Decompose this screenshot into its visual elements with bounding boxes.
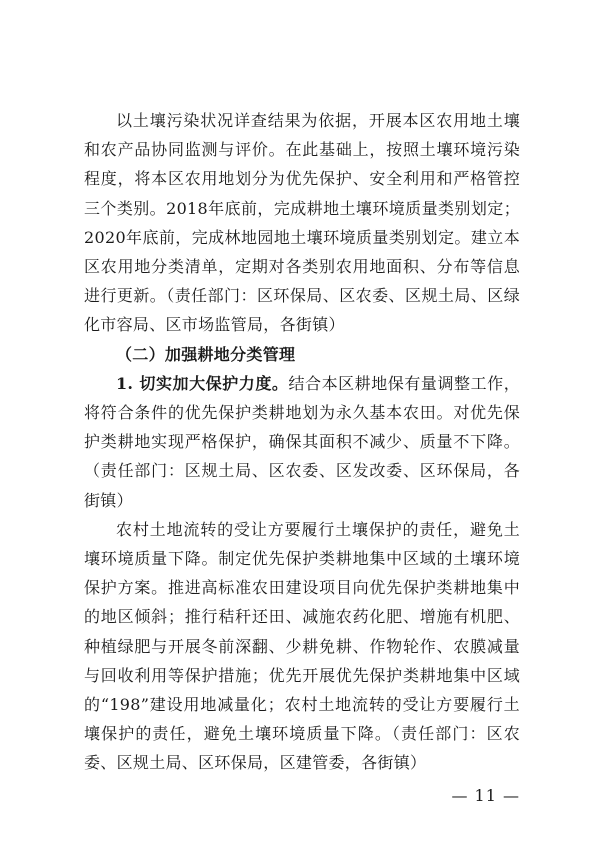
body-text [84,106,520,778]
paragraph-land-transfer: 农村土地流转的受让方要履行土壤保护的责任，避免土壤环境质量下降。制定优先保护类耕地集中区域的土壤环境保护方案。推进高标准农田建设项目向优先保护类耕地集中的地区倾斜；推行秸秆还田、减施农药化肥、增施有机肥、种植绿肥与开展冬前深翻、少耕免耕、作物轮作、农膜减量与回收利用等保护措施；优先开展优先保护类耕地集中区域的“198”建设用地减量化；农村土地流转的受让方要履行土壤保护的责任，避免土壤环境质量下降。（责任部门：区农委、区规土局、区环保局，区建管委，各街镇） [84,519,520,773]
paragraph-soil-survey: 以土壤污染状况详查结果为依据，开展本区农用地土壤和农产品协同监测与评价。在此基础上，按照土壤环境污染程度，将本区农用地划分为优先保护、安全利用和严格管控三个类别。2018年底前，完成耕地土壤环境质量类别划定；2020年底前，完成林地园地土壤环境质量类别划定。建立本区农用地分类清单，定期对各类别农用地面积、分布等信息进行更新。（责任部门：区环保局、区农委、区规土局、区绿化市容局、区市场监管局，各街镇） [84,111,520,335]
paragraph-lead: 1. 切实加大保护力度。 [116,373,289,393]
section-heading: （二）加强耕地分类管理 [116,344,296,364]
page-number: — 11 — [451,786,520,805]
paragraph-body: 结合本区耕地保有量调整工作，将符合条件的优先保护类耕地划为永久基本农田。对优先保护类耕地实现严格保护，确保其面积不减少、质量不下降。（责任部门：区规土局、区农委、区发改委、区环保局，各街镇） [84,373,521,510]
paragraph-protection [84,369,520,515]
